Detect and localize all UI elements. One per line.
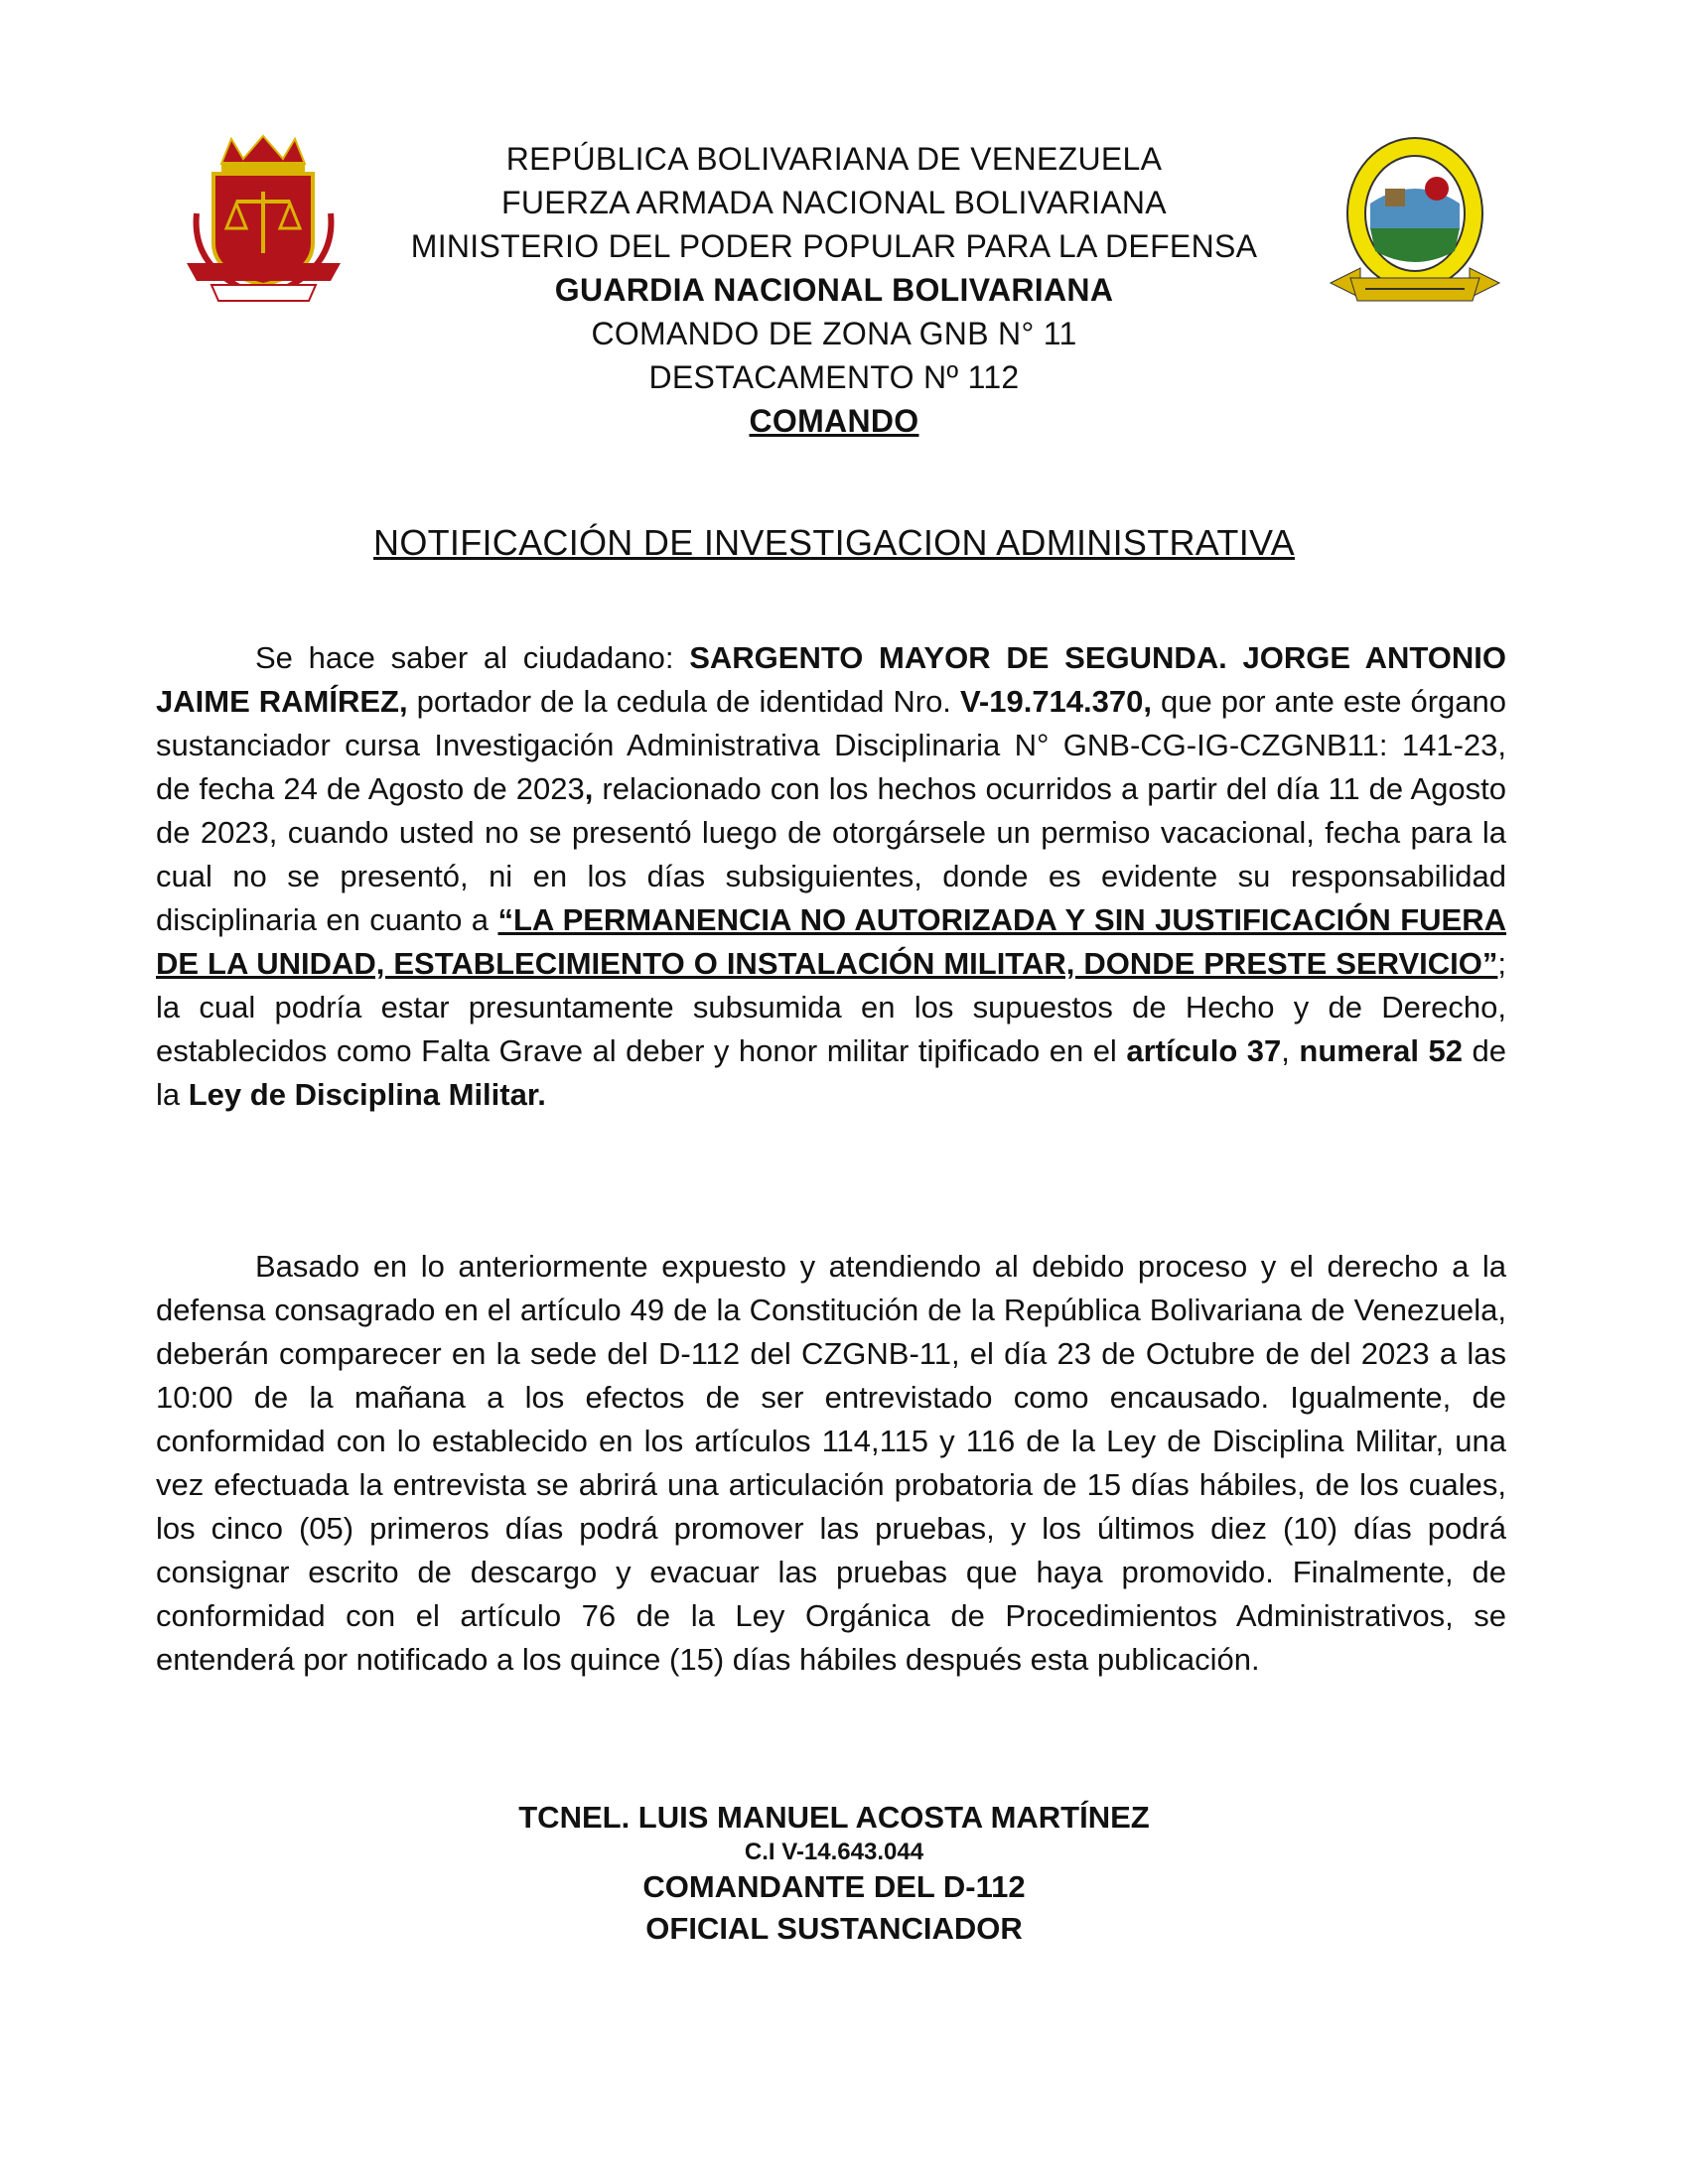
p1-text-5: ; la cual podría estar presuntamente subsumida en los supuestos de Hecho y de Derecho, establecidos como Falta Grave al deber y honor militar tipificado en el — [156, 946, 1506, 1068]
header-guard: GUARDIA NACIONAL BOLIVARIANA — [554, 272, 1114, 308]
p1-text-3: que por ante este órgano sustanciador cursa Investigación Administrativa Disciplinaria N° GNB-CG-IG-CZGNB11: 141-23, de fecha 24 de Agosto de 2023 — [156, 684, 1507, 806]
document-title: NOTIFICACIÓN DE INVESTIGACION ADMINISTRATIVA — [373, 522, 1295, 563]
header-country: REPÚBLICA BOLIVARIANA DE VENEZUELA — [505, 141, 1163, 177]
p1-text-1: Se hace saber al ciudadano: — [255, 640, 690, 675]
p1-text-2: portador de la cedula de identidad Nro. — [407, 684, 960, 719]
addressee-id-number: V-19.714.370, — [959, 684, 1152, 719]
p1-bold-comma: , — [584, 771, 594, 806]
comando-zona-11-badge-icon — [1326, 134, 1504, 318]
addressee-name: SARGENTO MAYOR DE SEGUNDA. JORGE ANTONIO JAIME RAMÍREZ, — [156, 640, 1507, 719]
header-command: COMANDO — [749, 403, 919, 439]
p1-text-6: , — [1281, 1033, 1300, 1068]
article-reference: artículo 37 — [1126, 1033, 1282, 1068]
signature-block — [298, 1797, 1370, 1950]
summons-paragraph: Basado en lo anteriormente expuesto y atendiendo al debido proceso y el derecho a la defensa consagrado en el artículo 49 de la Constitución de la República Bolivariana de Venezuela, deberán comparecer en la sede del D-112 del CZGNB-11, el día 23 de Octubre de del 2023 a las 10:00 de la mañana a los efectos de ser entrevistado como encausado. Igualmente, de conformidad con lo establecido en los artículos 114,115 y 116 de la Ley de Disciplina Militar, una vez efectuada la entrevista se abrirá una articulación probatoria de 15 días hábiles, de los cuales, los cinco (05) primeros días podrá promover las pruebas, y los últimos diez (10) días podrá consignar escrito de descargo y evacuar las pruebas que haya promovido. Finalmente, de conformidad con el artículo 76 de la Ley Orgánica de Procedimientos Administrativos, se entenderá por notificado a los quince (15) días hábiles después esta publicación. — [156, 1249, 1506, 1677]
signatory-role: COMANDANTE DEL D-112 — [642, 1869, 1026, 1904]
header-ministry: MINISTERIO DEL PODER POPULAR PARA LA DEFENSA — [410, 228, 1258, 264]
header-zone-command: COMANDO DE ZONA GNB N° 11 — [591, 316, 1077, 351]
notification-paragraph — [156, 636, 1506, 1117]
numeral-reference: numeral 52 — [1299, 1033, 1463, 1068]
letterhead — [298, 137, 1370, 443]
p1-text-7: de la — [156, 1033, 1506, 1112]
p1-text-4: relacionado con los hechos ocurridos a partir del día 11 de Agosto de 2023, cuando usted no se presentó luego de otorgársele un permiso vacacional, fecha para la cual no se presentó, ni en los días subsiguientes, donde es evidente su responsabilidad disciplinaria en cuanto a — [156, 771, 1507, 937]
signatory-name: TCNEL. LUIS MANUEL ACOSTA MARTÍNEZ — [518, 1800, 1150, 1835]
law-reference: Ley de Disciplina Militar. — [188, 1077, 546, 1112]
header-detachment: DESTACAMENTO Nº 112 — [648, 359, 1020, 395]
signatory-function: OFICIAL SUSTANCIADOR — [645, 1911, 1023, 1946]
charge-description: “LA PERMANENCIA NO AUTORIZADA Y SIN JUSTIFICACIÓN FUERA DE LA UNIDAD, ESTABLECIMIENTO O INSTALACIÓN MILITAR, DONDE PRESTE SERVICIO” — [156, 902, 1506, 981]
signatory-id: C.I V-14.643.044 — [744, 1839, 924, 1865]
header-armed-forces: FUERZA ARMADA NACIONAL BOLIVARIANA — [501, 185, 1167, 220]
